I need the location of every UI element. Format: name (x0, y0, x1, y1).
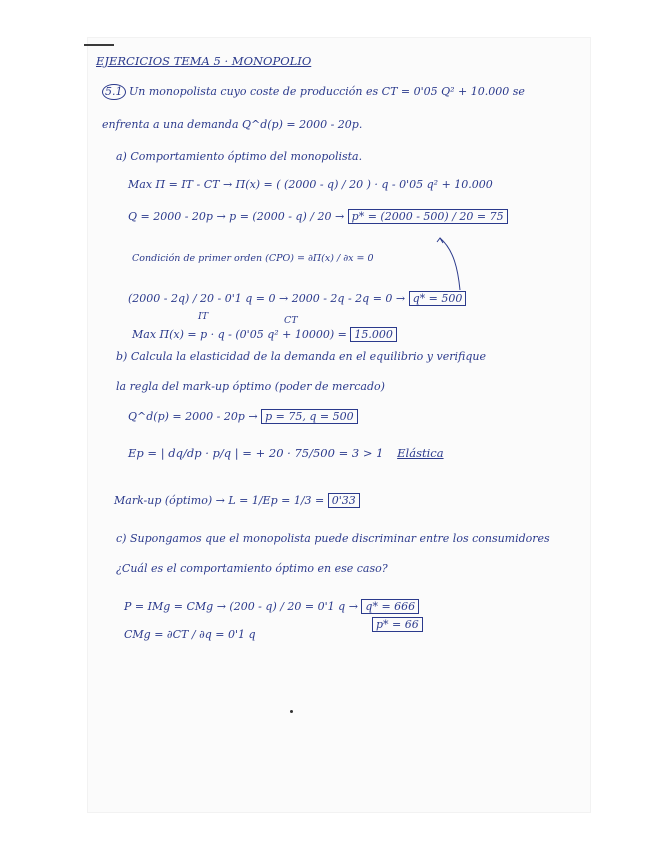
derivative-text: (2000 - 2q) / 20 - 0'1 q = 0 → 2000 - 2q - 2q = 0 → (128, 292, 406, 305)
max-profit-box: 15.000 (350, 327, 397, 342)
first-order-condition: Condición de primer orden (CPO) = ∂Π(x) / ∂x = 0 (132, 253, 374, 264)
curved-arrow-icon (428, 236, 468, 296)
demand-equilibrium-line (128, 410, 358, 424)
part-b-heading-2: la regla del mark-up óptimo (poder de mercado) (116, 380, 385, 393)
markup-text: Mark-up (óptimo) → L = 1/Ep = 1/3 = (114, 494, 325, 507)
max-profit-value-line (132, 328, 397, 342)
max-profit-text: Max Π(x) = p · q - (0'05 q² + 10000) = (132, 328, 347, 341)
discrimination-equation (124, 600, 419, 614)
exercise-statement-line1 (102, 84, 525, 100)
elasticity-text: Ep = | dq/dp · p/q | = + 20 · 75/500 = 3 > 1 (128, 446, 384, 460)
elasticity-line (128, 446, 444, 460)
page-header: EJERCICIOS TEMA 5 · MONOPOLIO (96, 54, 312, 68)
optimal-price-box: p* = (2000 - 500) / 20 = 75 (348, 209, 508, 224)
demand-text: Q^d(p) = 2000 - 20p → (128, 410, 258, 423)
price-c-box-wrap (372, 618, 423, 632)
part-c-heading-1: c) Supongamos que el monopolista puede discriminar entre los consumidores (116, 532, 550, 545)
elastic-label: Elástica (397, 446, 444, 460)
notebook-page (88, 38, 590, 812)
pen-mark (84, 44, 114, 46)
price-derivation-text: Q = 2000 - 20p → p = (2000 - q) / 20 → (128, 210, 345, 223)
max-profit-equation: Max Π = IT - CT → Π(x) = ( (2000 - q) / 20 ) · q - 0'05 q² + 10.000 (128, 178, 493, 191)
exercise-statement-line2: enfrenta a una demanda Q^d(p) = 2000 - 20p. (102, 118, 363, 131)
ink-dot (290, 710, 293, 713)
exercise-number: 5.1 (102, 84, 126, 100)
equilibrium-values-box: p = 75, q = 500 (261, 409, 358, 424)
price-c-box: p* = 66 (372, 617, 423, 632)
part-a-heading: a) Comportamiento óptimo del monopolista. (116, 150, 363, 163)
optimal-quantity-box: q* = 500 (409, 291, 467, 306)
markup-box: 0'33 (328, 493, 360, 508)
statement-text-1: Un monopolista cuyo coste de producción es CT = 0'05 Q² + 10.000 se (129, 85, 525, 98)
marginal-cost-equation: CMg = ∂CT / ∂q = 0'1 q (124, 628, 256, 641)
part-b-heading-1: b) Calcula la elasticidad de la demanda en el equilibrio y verifique (116, 350, 486, 363)
markup-line (114, 494, 360, 508)
quantity-c-box: q* = 666 (361, 599, 419, 614)
part-c-heading-2: ¿Cuál es el comportamiento óptimo en ese caso? (116, 562, 388, 575)
derivative-equation (128, 292, 466, 306)
price-derivation (128, 210, 508, 224)
discrimination-text: P = IMg = CMg → (200 - q) / 20 = 0'1 q → (124, 600, 358, 613)
ct-label: CT (284, 315, 298, 326)
it-label: IT (198, 311, 209, 322)
